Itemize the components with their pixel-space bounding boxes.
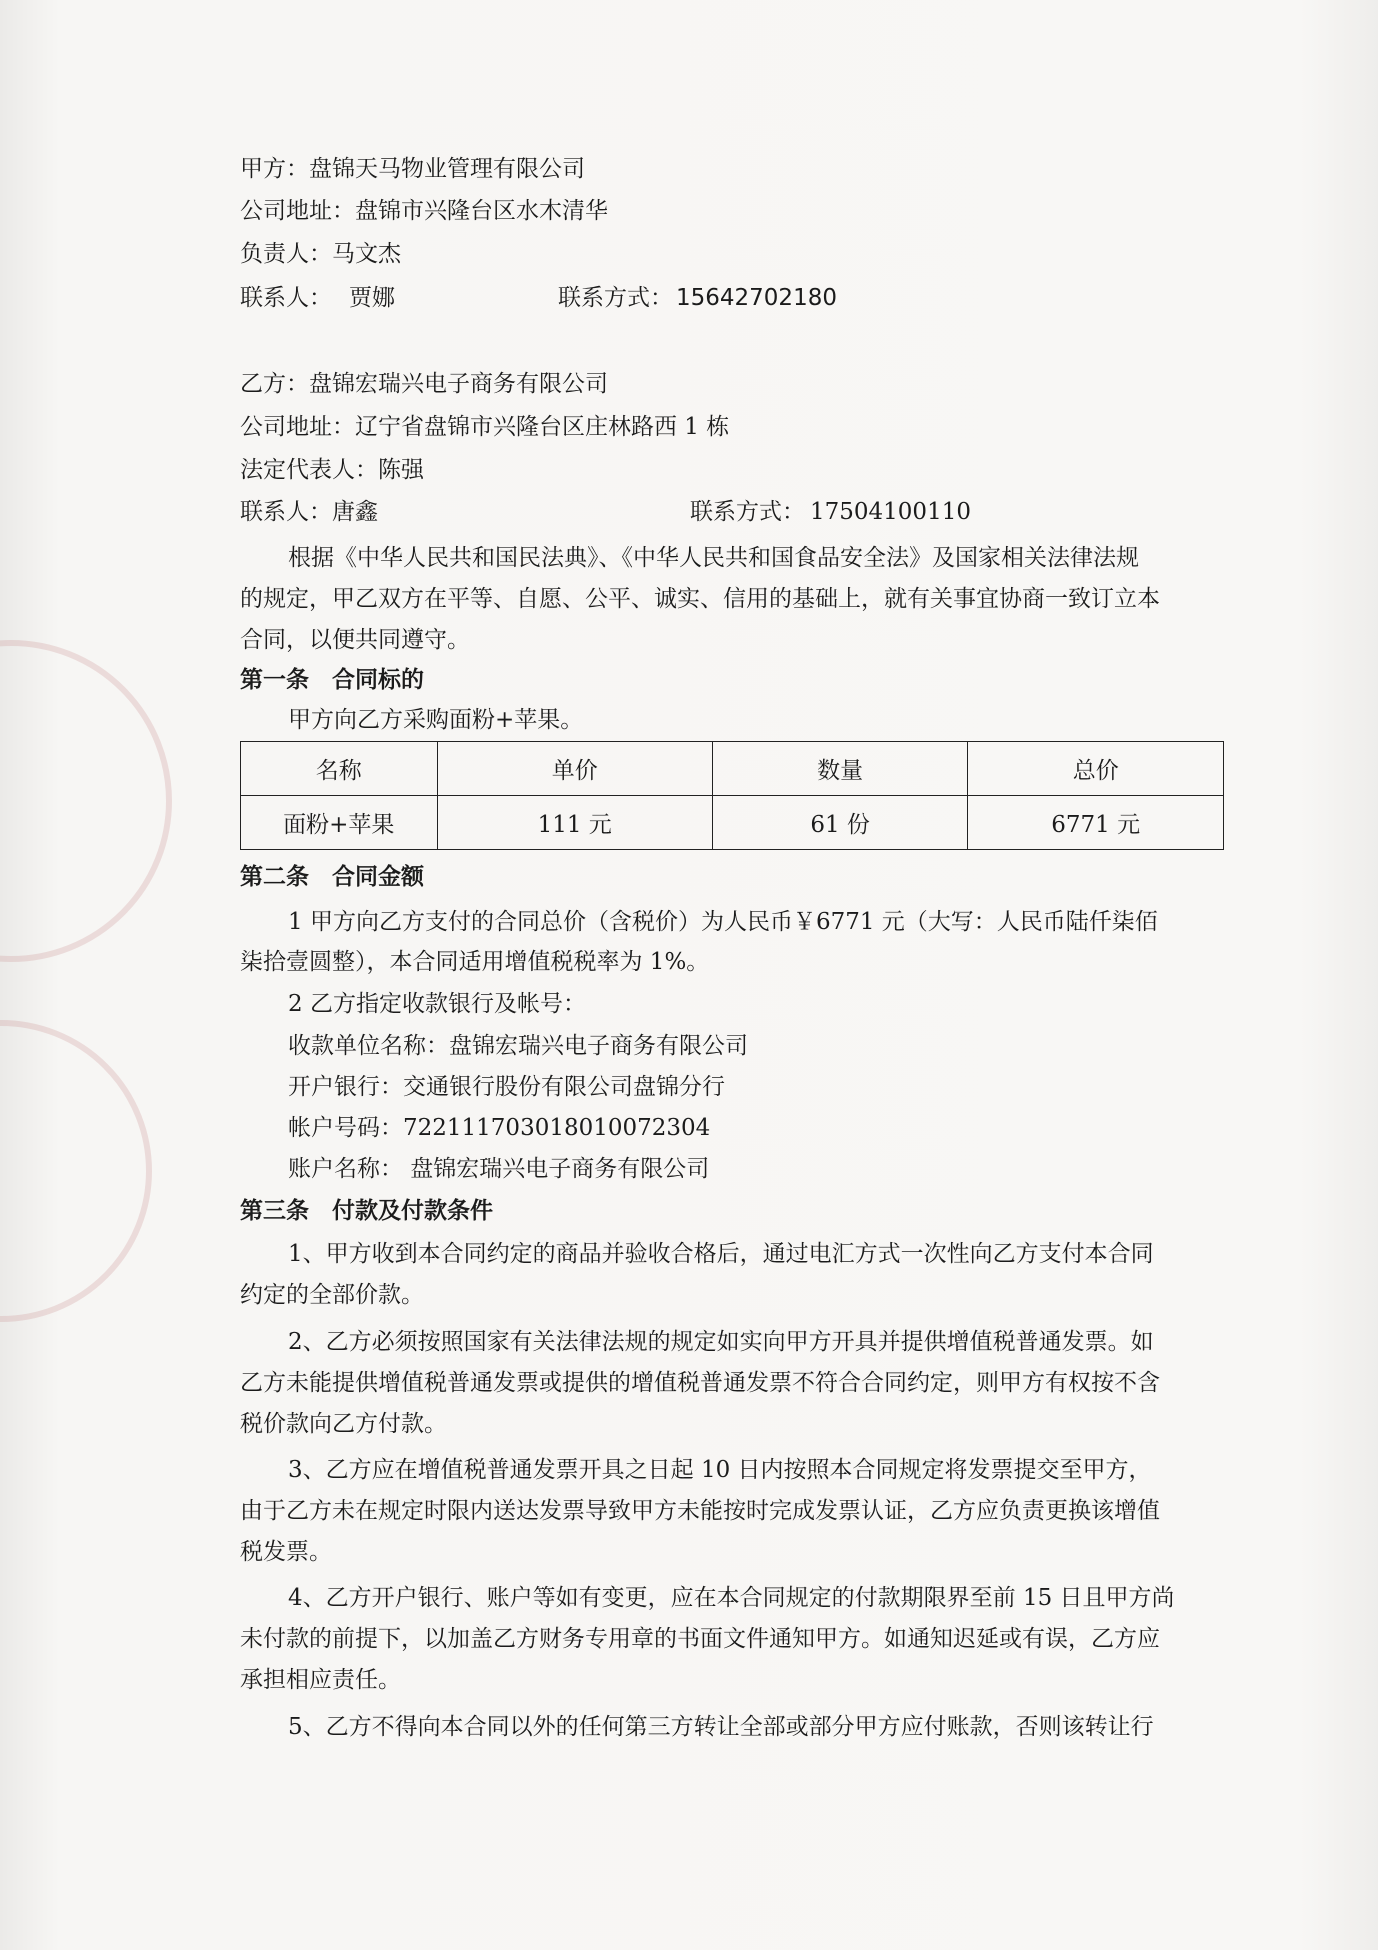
article-3-line: 2、乙方必须按照国家有关法律法规的规定如实向甲方开具并提供增值税普通发票。如 [288, 1329, 1154, 1355]
party-a-address: 公司地址：盘锦市兴隆台区水木清华 [240, 198, 608, 224]
article-3-heading: 第三条 付款及付款条件 [240, 1197, 493, 1224]
party-a-head: 负责人：马文杰 [240, 241, 401, 267]
article-3-line: 未付款的前提下，以加盖乙方财务专用章的书面文件通知甲方。如通知迟延或有误，乙方应 [240, 1626, 1160, 1652]
article-2-line: 收款单位名称：盘锦宏瑞兴电子商务有限公司 [288, 1033, 748, 1059]
article-3-line: 3、乙方应在增值税普通发票开具之日起 10 日内按照本合同规定将发票提交至甲方， [288, 1457, 1152, 1483]
seal-stamp [0, 1020, 152, 1322]
goods-table [240, 741, 1224, 850]
table-header-row [241, 742, 1224, 796]
article-2-line: 帐户号码：722111703018010072304 [288, 1115, 711, 1141]
party-b-representative: 法定代表人：陈强 [240, 457, 424, 483]
article-2-line: 2 乙方指定收款银行及帐号： [288, 991, 586, 1017]
party-b-contact: 联系人：唐鑫 [240, 499, 378, 525]
party-a-contact-label: 联系人： [240, 285, 332, 311]
party-b-address: 公司地址：辽宁省盘锦市兴隆台区庄林路西 1 栋 [240, 414, 730, 440]
party-b-name: 乙方：盘锦宏瑞兴电子商务有限公司 [240, 371, 608, 397]
table-cell: 61 份 [712, 796, 968, 850]
seal-stamp [0, 640, 172, 962]
article-3-line: 由于乙方未在规定时限内送达发票导致甲方未能按时完成发票认证，乙方应负责更换该增值 [240, 1498, 1160, 1524]
party-b-phone: 17504100110 [810, 499, 971, 525]
article-2-heading: 第二条 合同金额 [240, 863, 424, 890]
table-header-cell: 单价 [437, 742, 712, 796]
article-3-line: 乙方未能提供增值税普通发票或提供的增值税普通发票不符合合同约定，则甲方有权按不含 [240, 1370, 1160, 1396]
party-a-contact-name: 贾娜 [349, 285, 395, 311]
article-3-line: 4、乙方开户银行、账户等如有变更，应在本合同规定的付款期限界至前 15 日且甲方尚 [288, 1585, 1175, 1611]
preamble-line: 的规定，甲乙双方在平等、自愿、公平、诚实、信用的基础上，就有关事宜协商一致订立本 [240, 586, 1160, 612]
table-cell: 111 元 [437, 796, 712, 850]
article-3-line: 税价款向乙方付款。 [240, 1411, 447, 1437]
preamble-line: 根据《中华人民共和国民法典》、《中华人民共和国食品安全法》及国家相关法律法规 [288, 545, 1139, 571]
article-2-line: 开户银行：交通银行股份有限公司盘锦分行 [288, 1074, 725, 1100]
article-3-line: 约定的全部价款。 [240, 1282, 424, 1308]
party-a-name: 甲方：盘锦天马物业管理有限公司 [240, 156, 585, 182]
article-1-heading: 第一条 合同标的 [240, 666, 424, 693]
table-cell: 6771 元 [968, 796, 1224, 850]
table-row [241, 796, 1224, 850]
article-2-line: 1 甲方向乙方支付的合同总价（含税价）为人民币￥6771 元（大写：人民币陆仟柒佰 [288, 909, 1158, 935]
article-1-intro: 甲方向乙方采购面粉+苹果。 [288, 707, 584, 733]
article-3-line: 税发票。 [240, 1539, 332, 1565]
party-a-phone: 15642702180 [676, 285, 837, 311]
article-2-line: 账户名称： 盘锦宏瑞兴电子商务有限公司 [288, 1156, 710, 1182]
table-header-cell: 数量 [712, 742, 968, 796]
article-2-line: 柒拾壹圆整），本合同适用增值税税率为 1%。 [240, 949, 710, 975]
article-3-line: 5、乙方不得向本合同以外的任何第三方转让全部或部分甲方应付账款，否则该转让行 [288, 1714, 1154, 1740]
table-header-cell: 名称 [241, 742, 438, 796]
party-b-phone-label: 联系方式： [690, 499, 805, 525]
article-3-line: 承担相应责任。 [240, 1667, 401, 1693]
table-header-cell: 总价 [968, 742, 1224, 796]
party-a-phone-label: 联系方式： [558, 285, 673, 311]
preamble-line: 合同，以便共同遵守。 [240, 627, 470, 653]
article-3-line: 1、甲方收到本合同约定的商品并验收合格后，通过电汇方式一次性向乙方支付本合同 [288, 1241, 1154, 1267]
table-cell: 面粉+苹果 [241, 796, 438, 850]
